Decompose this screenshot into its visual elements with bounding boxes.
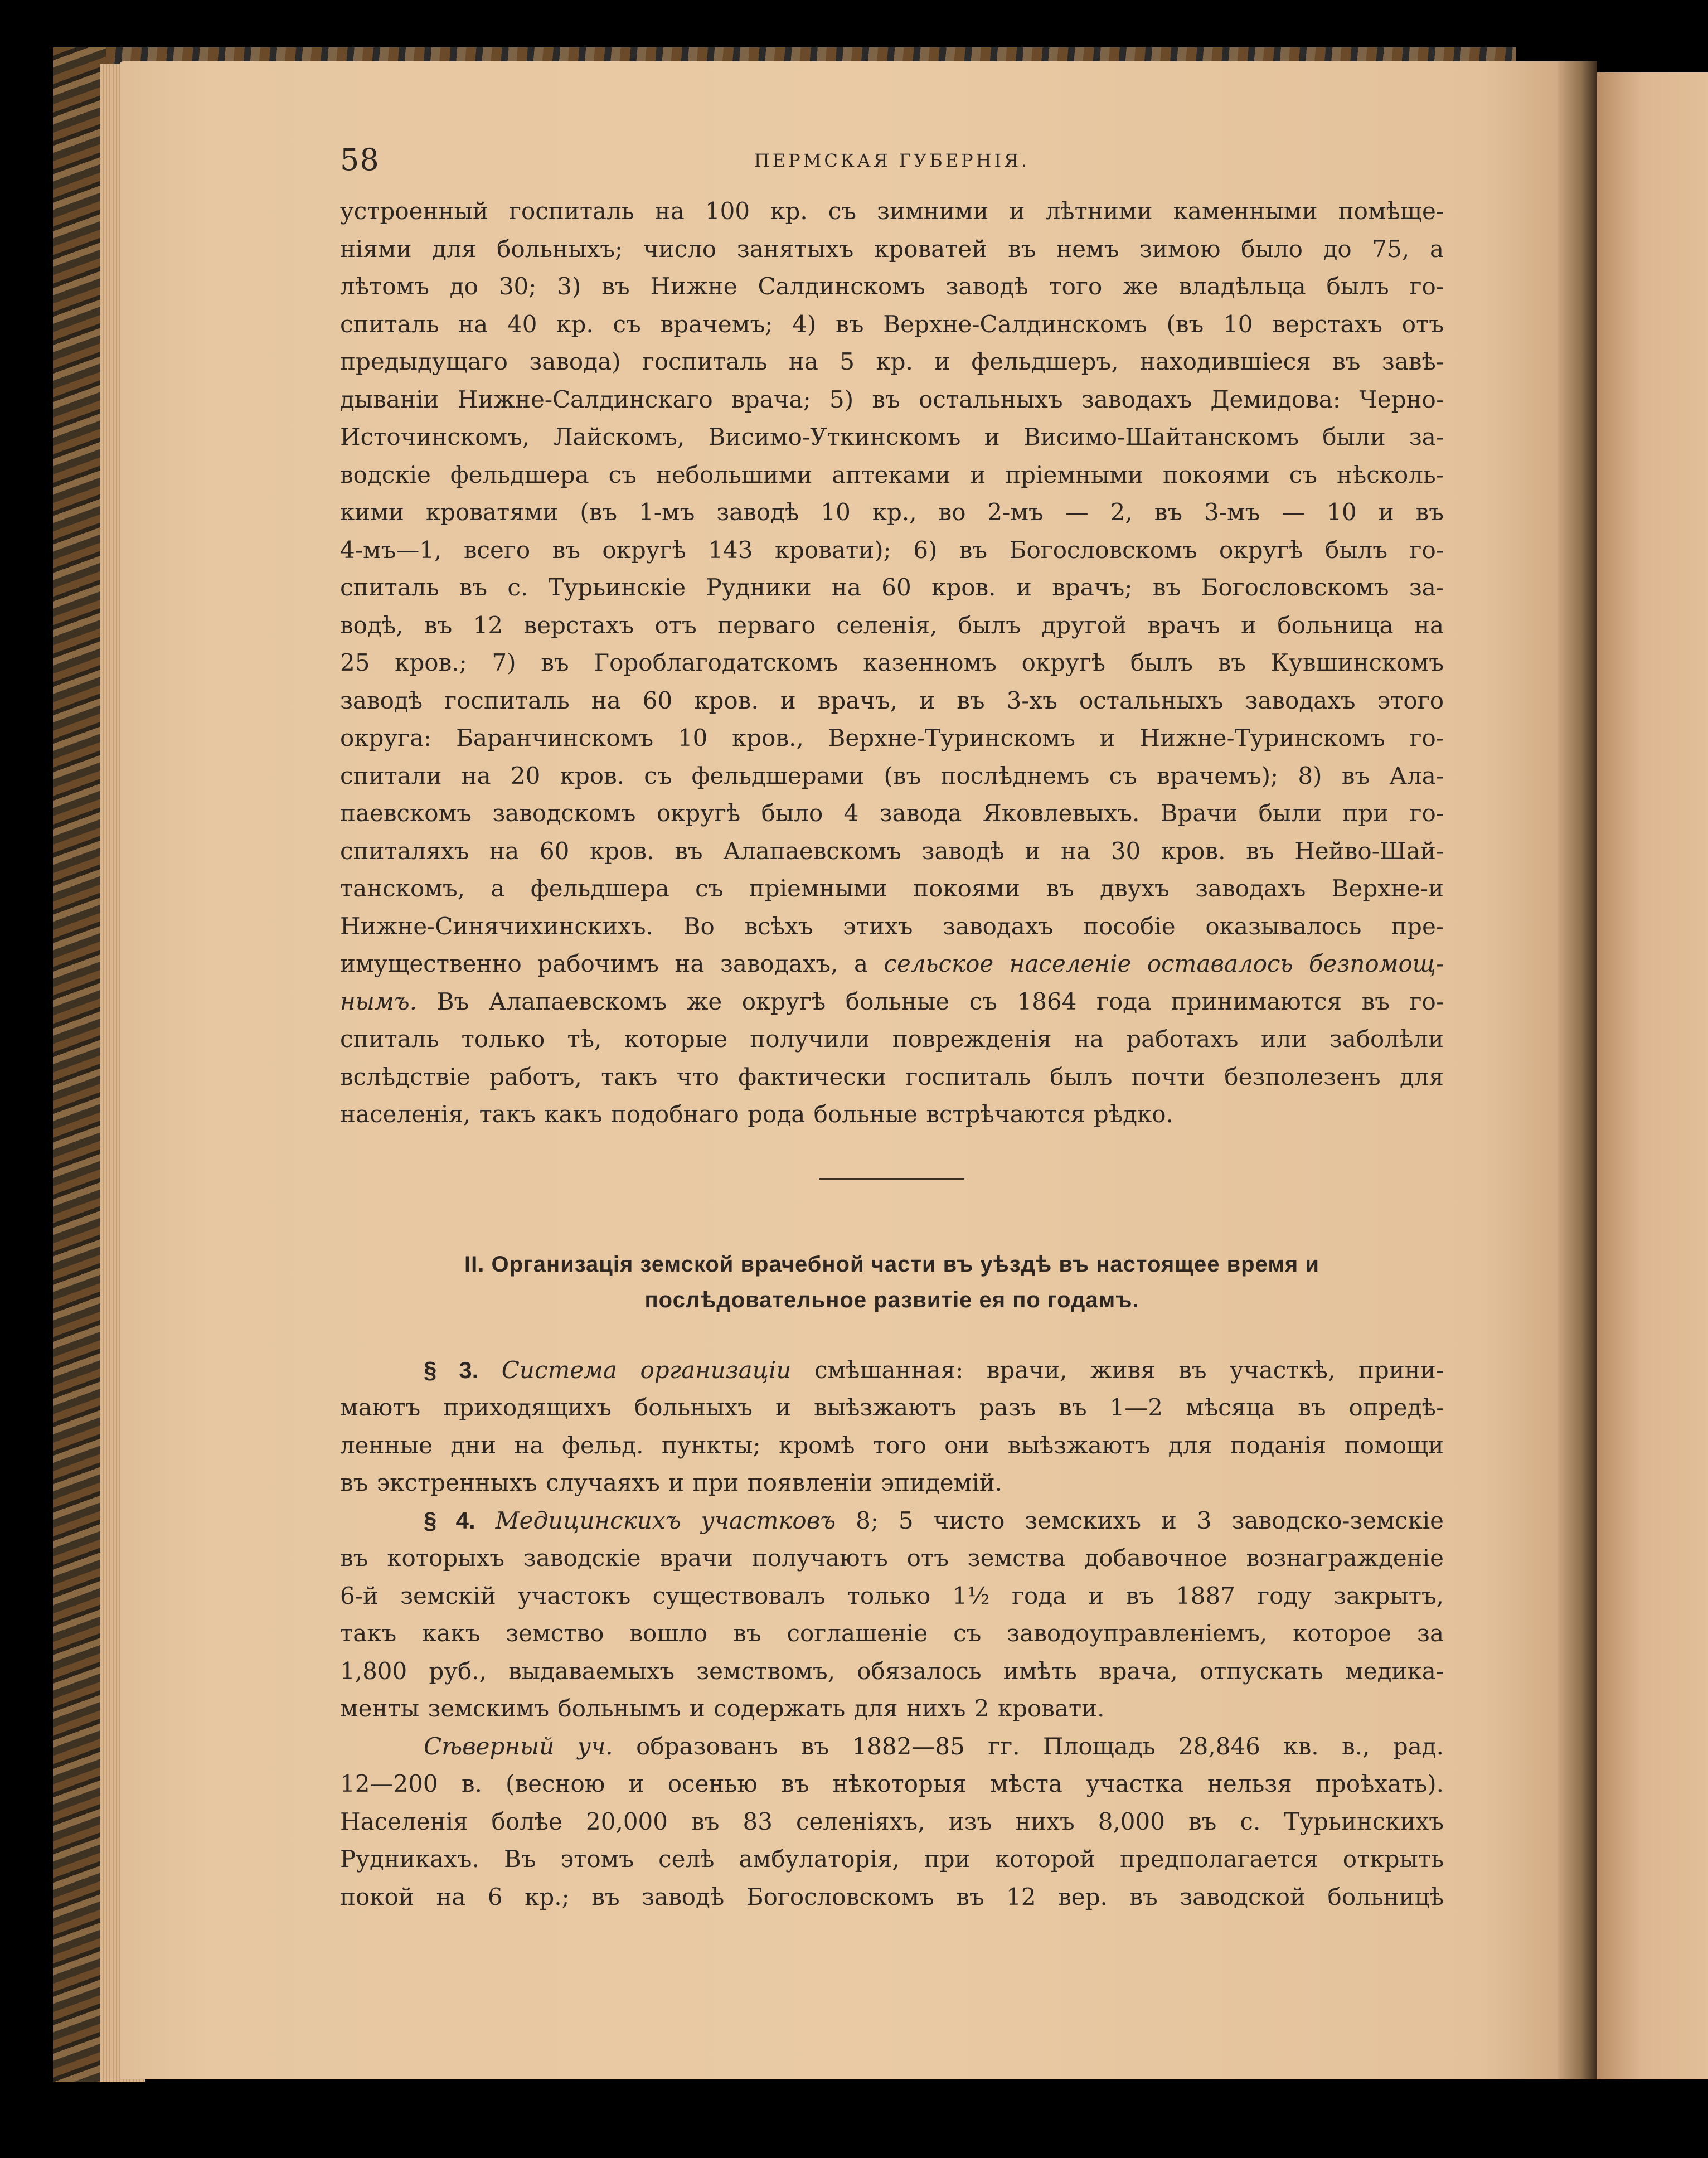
text-line: такъ какъ земство вошло въ соглашеніе съ заводоуправленіемъ, которое за (340, 1619, 1444, 1647)
paragraph-symbol: § 3. (424, 1356, 479, 1383)
text-line: менты земскимъ больнымъ и содержать для нихъ 2 кровати. (340, 1695, 1105, 1722)
text-line: ленные дни на фельд. пункты; кромѣ того они выѣзжаютъ для поданія помощи (340, 1431, 1444, 1459)
text-line: спиталь въ с. Турьинскіе Рудники на 60 кров. и врачъ; въ Богословскомъ за- (340, 574, 1444, 601)
paragraph-symbol: § 4. (424, 1507, 475, 1534)
text-line: дываніи Нижне-Салдинскаго врача; 5) въ остальныхъ заводахъ Демидова: Черно- (340, 385, 1444, 413)
text-span: смѣшанная: врачи, живя въ участкѣ, прини- (791, 1356, 1444, 1384)
text-span: образованъ въ 1882—85 гг. Площадь 28,846 кв. в., рад. (613, 1732, 1444, 1760)
body-paragraph (340, 192, 1444, 1133)
text-line: населенія, такъ какъ подобнаго рода больные встрѣчаются рѣдко. (340, 1100, 1173, 1128)
text-line: кими кроватями (въ 1-мъ заводѣ 10 кр., во 2-мъ — 2, въ 3-мъ — 10 и въ (340, 498, 1444, 526)
text-line: маютъ приходящихъ больныхъ и выѣзжаютъ разъ въ 1—2 мѣсяца въ опредѣ- (340, 1394, 1444, 1421)
text-line: спиталь только тѣ, которые получили поврежденія на работахъ или заболѣли (340, 1025, 1444, 1053)
text-line: устроенный госпиталь на 100 кр. съ зимними и лѣтними каменными помѣще- (340, 197, 1444, 225)
section-heading-line: послѣдовательное развитіе ея по годамъ. (644, 1287, 1139, 1312)
text-line: въ экстренныхъ случаяхъ и при появленіи эпидемій. (340, 1469, 1003, 1496)
text-line (340, 1728, 1444, 1766)
text-line: 12—200 в. (весною и осенью въ нѣкоторыя мѣста участка нельзя проѣхать). (340, 1770, 1444, 1797)
text-line: Источинскомъ, Лайскомъ, Висимо-Уткинскомъ и Висимо-Шайтанскомъ были за- (340, 423, 1444, 450)
paragraph-title: Сѣверный уч. (424, 1732, 613, 1760)
text-line: предыдущаго завода) госпиталь на 5 кр. и фельдшеръ, находившіеся въ завѣ- (340, 348, 1444, 375)
section-4-paragraph (340, 1502, 1444, 1728)
text-line: спиталь на 40 кр. съ врачемъ; 4) въ Верхне-Салдинскомъ (въ 10 верстахъ отъ (340, 310, 1444, 338)
emphasis-text: нымъ. (340, 987, 418, 1015)
section-3-paragraph (340, 1351, 1444, 1502)
text-span: имущественно рабочимъ на заводахъ, а (340, 950, 884, 977)
text-span: 8; 5 чисто земскихъ и 3 заводско-земскіе (836, 1506, 1444, 1534)
text-line: Нижне-Синячихинскихъ. Во всѣхъ этихъ заводахъ пособіе оказывалось пре- (340, 912, 1444, 940)
text-span: Въ Алапаевскомъ же округѣ больные съ 1864 года принимаются въ го- (417, 987, 1444, 1015)
text-line: 6-й земскій участокъ существовалъ только 1½ года и въ 1887 году закрытъ, (340, 1582, 1444, 1609)
book-gutter (1558, 61, 1597, 2079)
text-line: заводѣ госпиталь на 60 кров. и врачъ, и въ 3-хъ остальныхъ заводахъ этого (340, 686, 1444, 714)
text-line (340, 945, 1444, 983)
section-divider (819, 1178, 964, 1180)
text-line: Населенія болѣе 20,000 въ 83 селеніяхъ, изъ нихъ 8,000 въ с. Турьинскихъ (340, 1807, 1444, 1835)
text-line: 4-мъ—1, всего въ округѣ 143 кровати); 6) въ Богословскомъ округѣ былъ го- (340, 536, 1444, 564)
page-number: 58 (340, 142, 380, 177)
text-line: водѣ, въ 12 верстахъ отъ перваго селенія, былъ другой врачъ и больница на (340, 611, 1444, 639)
text-line: вслѣдствіе работъ, такъ что фактически госпиталь былъ почти безполезенъ для (340, 1063, 1444, 1090)
text-line: спитали на 20 кров. съ фельдшерами (въ послѣднемъ съ врачемъ); 8) въ Ала- (340, 762, 1444, 789)
text-line (340, 983, 1444, 1021)
text-line: 1,800 руб., выдаваемыхъ земствомъ, обязалось имѣть врача, отпускать медика- (340, 1657, 1444, 1685)
text-line (340, 1502, 1444, 1540)
text-line: Рудникахъ. Въ этомъ селѣ амбулаторія, при которой предполагается открыть (340, 1845, 1444, 1873)
text-line: округа: Баранчинскомъ 10 кров., Верхне-Туринскомъ и Нижне-Туринскомъ го- (340, 724, 1444, 751)
text-line: танскомъ, а фельдшера съ пріемными покоями въ двухъ заводахъ Верхне-и (340, 875, 1444, 902)
section-heading (340, 1247, 1444, 1318)
paragraph-title: Система организаціи (501, 1356, 792, 1384)
northern-district-paragraph (340, 1728, 1444, 1916)
text-line: паевскомъ заводскомъ округѣ было 4 завода Яковлевыхъ. Врачи были при го- (340, 799, 1444, 827)
paragraph-title: Медицинскихъ участковъ (495, 1506, 836, 1534)
text-line: 25 кров.; 7) въ Гороблагодатскомъ казенномъ округѣ былъ въ Кувшинскомъ (340, 649, 1444, 676)
running-head (340, 142, 1444, 192)
text-line: ніями для больныхъ; число занятыхъ кроватей въ немъ зимою было до 75, а (340, 235, 1444, 263)
text-line: водскіе фельдшера съ небольшими аптеками и пріемными покоями съ нѣсколь- (340, 460, 1444, 488)
text-line: въ которыхъ заводскіе врачи получаютъ отъ земства добавочное вознагражденіе (340, 1544, 1444, 1572)
section-heading-line: II. Организація земской врачебной части въ уѣздѣ въ настоящее время и (464, 1252, 1319, 1277)
text-line (340, 1351, 1444, 1389)
text-line: лѣтомъ до 30; 3) въ Нижне Салдинскомъ заводѣ того же владѣльца былъ го- (340, 273, 1444, 300)
facing-page-edge (1597, 72, 1708, 2079)
page-text (340, 142, 1444, 1915)
text-line: покой на 6 кр.; въ заводѣ Богословскомъ въ 12 вер. въ заводской больницѣ (340, 1883, 1444, 1910)
emphasis-text: сельское населеніе оставалось безпомощ- (884, 950, 1444, 977)
running-title: ПЕРМСКАЯ ГУБЕРНІЯ. (754, 150, 1030, 171)
text-line: спиталяхъ на 60 кров. въ Алапаевскомъ заводѣ и на 30 кров. въ Нейво-Шай- (340, 837, 1444, 865)
